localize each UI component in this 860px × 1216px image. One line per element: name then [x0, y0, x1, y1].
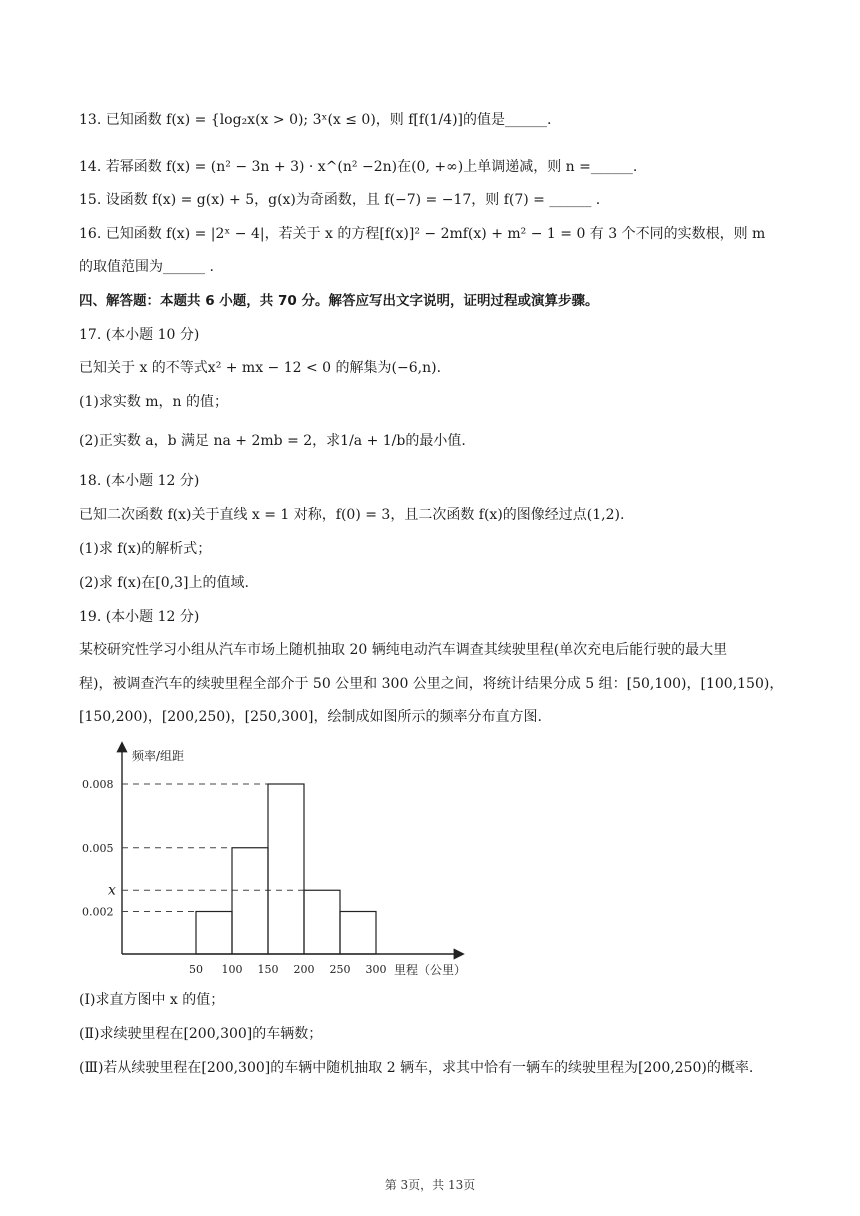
- x-tick-label: 300: [365, 963, 387, 976]
- x-axis-label: 里程（公里）: [394, 963, 467, 977]
- section-heading: 四、解答题：本题共 6 小题，共 70 分。解答应写出文字说明，证明过程或演算步骤。: [79, 293, 599, 309]
- q17-stem: 已知关于 x 的不等式x² + mx − 12 < 0 的解集为(−6,n).: [79, 360, 442, 376]
- y-tick-label: 0.008: [82, 778, 114, 791]
- q19-part-2: (Ⅱ)求续驶里程在[200,300]的车辆数；: [79, 1026, 323, 1042]
- question-14: 14. 若幂函数 f(x) = (n² − 3n + 3) · x^(n² −2n)在(0, +∞)上单调递减，则 n =______.: [79, 159, 638, 175]
- q18-header: 18. (本小题 12 分): [79, 473, 200, 489]
- y-axis-label: 频率/组距: [132, 749, 185, 763]
- y-tick-label: x: [108, 882, 116, 899]
- q19-stem-line-3: [150,200)，[200,250)，[250,300]，绘制成如图所示的频率分布直方图.: [79, 709, 542, 725]
- histogram-bar-250-300: [340, 912, 376, 955]
- frequency-histogram: [74, 738, 494, 982]
- q19-stem-line-1: 某校研究性学习小组从汽车市场上随机抽取 20 辆纯电动汽车调查其续驶里程(单次充电后能行驶的最大里: [79, 642, 728, 658]
- q17-part-1: (1)求实数 m，n 的值；: [79, 394, 229, 410]
- y-tick-label: 0.005: [82, 841, 114, 855]
- question-13: 13. 已知函数 f(x) = {log₂x(x > 0); 3ˣ(x ≤ 0)，则 f[f(1/4)]的值是______.: [79, 112, 552, 128]
- y-tick-label: 0.002: [82, 905, 114, 919]
- q19-header: 19. (本小题 12 分): [79, 609, 200, 625]
- q17-header: 17. (本小题 10 分): [79, 327, 200, 343]
- question-16-line-1: 16. 已知函数 f(x) = |2ˣ − 4|，若关于 x 的方程[f(x)]² − 2mf(x) + m² − 1 = 0 有 3 个不同的实数根，则 m: [79, 226, 766, 242]
- question-16-line-2: 的取值范围为______ .: [79, 259, 214, 275]
- histogram-bar-100-150: [232, 848, 268, 954]
- histogram-bar-150-200: [268, 784, 304, 954]
- q18-part-1: (1)求 f(x)的解析式；: [79, 541, 212, 557]
- x-tick-label: 150: [257, 963, 279, 976]
- x-tick-label: 100: [221, 963, 243, 976]
- x-tick-label: 50: [189, 963, 203, 976]
- x-tick-label: 200: [293, 963, 315, 976]
- question-15: 15. 设函数 f(x) = g(x) + 5，g(x)为奇函数，且 f(−7) = −17，则 f(7) = ______ .: [79, 192, 601, 208]
- q17-part-2: (2)正实数 a，b 满足 na + 2mb = 2，求1/a + 1/b的最小值.: [79, 433, 466, 449]
- x-tick-label: 250: [329, 963, 351, 976]
- q18-stem: 已知二次函数 f(x)关于直线 x = 1 对称，f(0) = 3，且二次函数 f(x)的图像经过点(1,2).: [79, 507, 625, 523]
- page-footer: 第 3页，共 13页: [384, 1178, 476, 1192]
- histogram-bar-200-250: [304, 890, 340, 954]
- q19-stem-line-2: 程)，被调查汽车的续驶里程全部介于 50 公里和 300 公里之间，将统计结果分成 5 组：[50,100)，[100,150)，: [79, 676, 784, 692]
- q19-part-1: (Ⅰ)求直方图中 x 的值；: [79, 992, 225, 1008]
- q19-part-3: (Ⅲ)若从续驶里程在[200,300]的车辆中随机抽取 2 辆车，求其中恰有一辆车的续驶里程为[200,250)的概率.: [79, 1060, 754, 1076]
- q18-part-2: (2)求 f(x)在[0,3]上的值域.: [79, 575, 249, 591]
- histogram-bar-50-100: [196, 912, 232, 955]
